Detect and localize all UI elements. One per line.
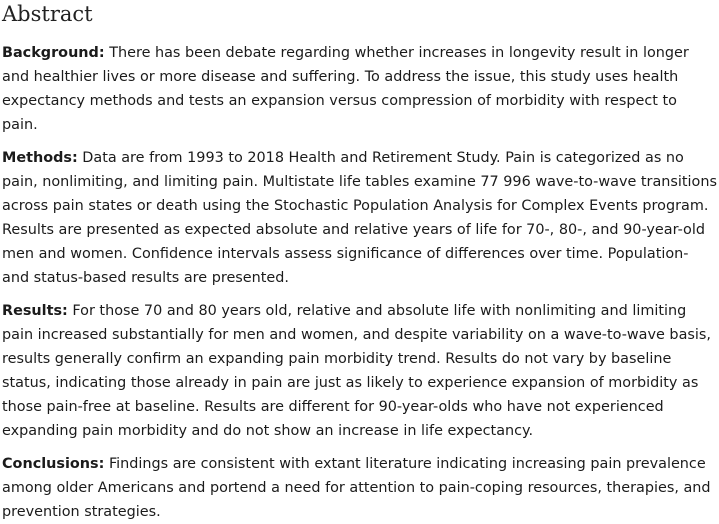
background-label: Background: (2, 45, 105, 61)
results-text: For those 70 and 80 years old, relative and absolute life with nonlimiting and limiting pain increased substantially for men and women, and despite variability on a wave-to-wave basis, results generally confirm an expanding pain morbidity trend. Results do not vary by baseline status, indicating those already in pain are just as likely to experience expansion of morbidity as those pain-free at baseline. Results are different for 90-year-olds who have not experienced expanding pain morbidity and do not show an increase in life expectancy. (2, 303, 711, 439)
results-section (2, 299, 719, 443)
background-text: There has been debate regarding whether increases in longevity result in longer and healthier lives or more disease and suffering. To address the issue, this study uses health expectancy methods and tests an expansion versus compression of morbidity with respect to pain. (2, 45, 689, 133)
conclusions-label: Conclusions: (2, 456, 105, 472)
methods-section (2, 146, 719, 290)
background-section (2, 41, 719, 137)
abstract-heading: Abstract (2, 2, 93, 26)
conclusions-text: Findings are consistent with extant literature indicating increasing pain prevalence among older Americans and portend a need for attention to pain-coping resources, therapies, and prevention strategies. (2, 456, 711, 520)
conclusions-section (2, 452, 719, 524)
results-label: Results: (2, 303, 68, 319)
methods-label: Methods: (2, 150, 78, 166)
methods-text: Data are from 1993 to 2018 Health and Retirement Study. Pain is categorized as no pain, nonlimiting, and limiting pain. Multistate life tables examine 77 996 wave-to-wave transitions across pain states or death using the Stochastic Population Analysis for Complex Events program. Results are presented as expected absolute and relative years of life for 70-, 80-, and 90-year-old men and women. Confidence intervals assess significance of differences over time. Population- and status-based results are presented. (2, 150, 717, 286)
